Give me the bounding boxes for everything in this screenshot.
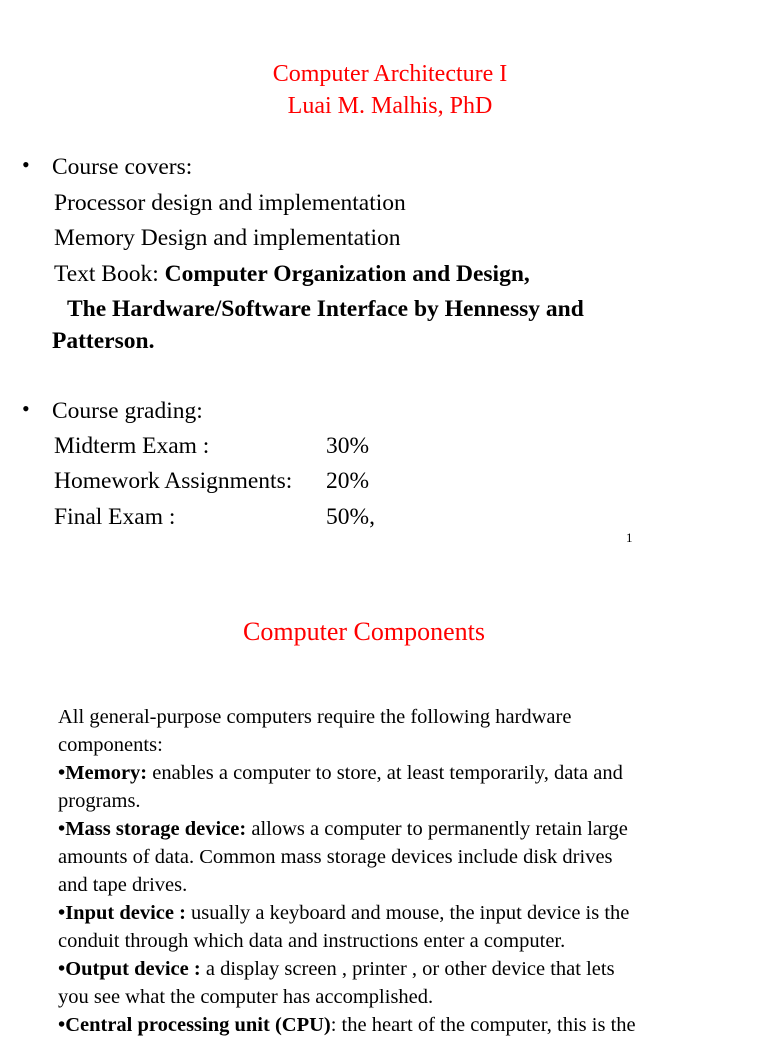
bullet-marker: • [58, 762, 66, 784]
component-term: Mass storage device: [65, 818, 247, 840]
bullet-marker: • [58, 1014, 66, 1036]
textbook-label: Text Book: [54, 261, 165, 287]
slide-title: Computer Architecture I [272, 61, 508, 87]
page-number: 1 [626, 530, 633, 545]
component-desc: a display screen , printer , or other device that lets [200, 958, 615, 980]
bullet-marker: • [22, 152, 30, 177]
grading-value: 30% [326, 433, 370, 459]
covers-item: Processor design and implementation [54, 190, 406, 216]
grading-heading: Course grading: [52, 398, 203, 424]
grading-label: Midterm Exam : [54, 433, 210, 459]
component-term: Memory: [65, 762, 148, 784]
component-term: Central processing unit (CPU) [65, 1014, 331, 1036]
slide-2 [0, 556, 768, 1036]
bullet-marker: • [58, 818, 66, 840]
slide-title: Computer Components [243, 617, 485, 646]
component-desc: : the heart of the computer, this is the [330, 1014, 636, 1036]
intro-text: components: [58, 734, 163, 756]
bullet-marker: • [58, 958, 66, 980]
textbook-subtitle: The Hardware/Software Interface by Hennessy and [67, 296, 584, 322]
component-desc: allows a computer to permanently retain large [246, 818, 628, 840]
component-desc: enables a computer to store, at least temporarily, data and [147, 762, 623, 784]
component-desc-cont: programs. [58, 790, 141, 812]
component-item-cpu [58, 1011, 636, 1039]
component-item-output [58, 955, 615, 983]
grading-value: 50%, [326, 504, 375, 530]
component-term: Input device : [65, 902, 186, 924]
textbook-title: Computer Organization and Design, [164, 261, 530, 287]
intro-text: All general-purpose computers require the following hardware [58, 706, 572, 728]
grading-label: Homework Assignments: [54, 468, 293, 494]
component-desc-cont: you see what the computer has accomplished. [58, 986, 434, 1008]
covers-heading: Course covers: [52, 154, 193, 180]
grading-label: Final Exam : [54, 504, 176, 530]
textbook-authors: Patterson. [52, 328, 155, 354]
slide-author: Luai M. Malhis, PhD [287, 93, 493, 119]
component-desc-cont: conduit through which data and instructions enter a computer. [58, 930, 566, 952]
bullet-marker: • [58, 902, 66, 924]
covers-item: Memory Design and implementation [54, 225, 401, 251]
textbook-line [54, 260, 530, 288]
component-item-input [58, 899, 629, 927]
component-item-mass-storage [58, 815, 628, 843]
component-desc-cont: amounts of data. Common mass storage devices include disk drives [58, 846, 613, 868]
component-item-memory [58, 759, 623, 787]
component-desc: usually a keyboard and mouse, the input device is the [185, 902, 630, 924]
component-desc-cont: and tape drives. [58, 874, 188, 896]
bullet-marker: • [22, 396, 30, 421]
grading-value: 20% [326, 468, 370, 494]
component-term: Output device : [65, 958, 201, 980]
